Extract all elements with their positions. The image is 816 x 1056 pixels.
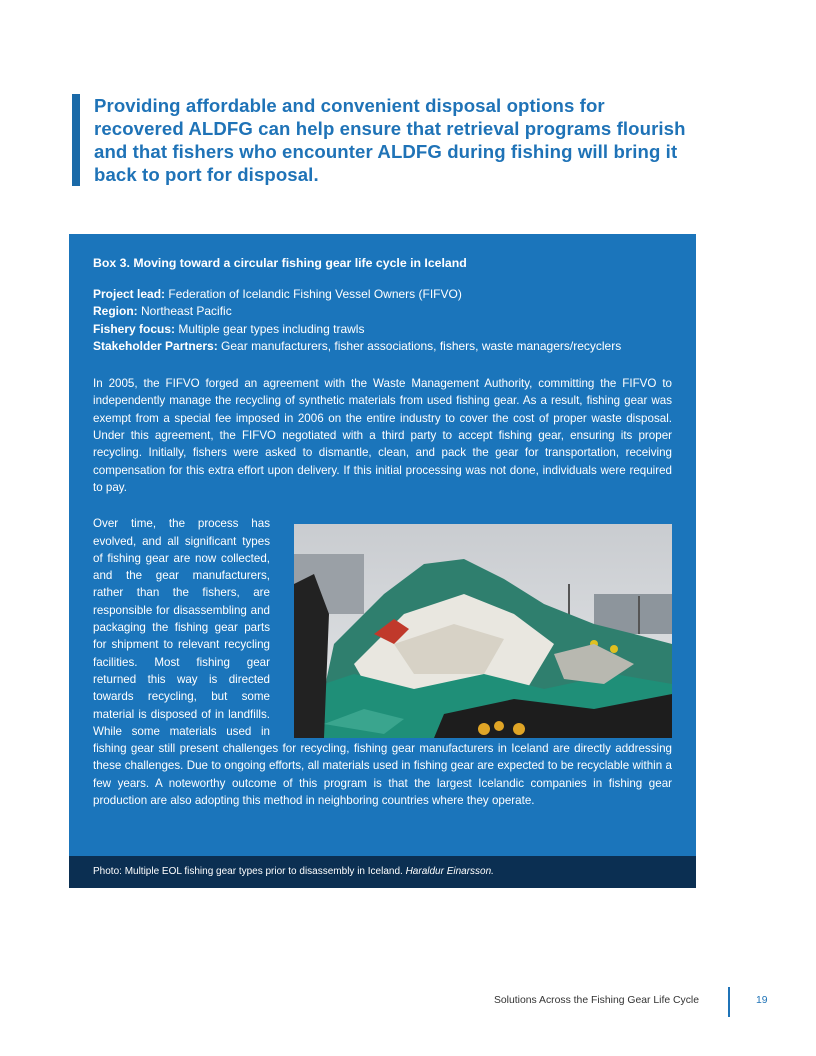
- footer-section-title: Solutions Across the Fishing Gear Life Cycle: [493, 995, 699, 1006]
- meta-row-region: [93, 303, 672, 320]
- page-number: 19: [756, 995, 768, 1006]
- meta-label: Stakeholder Partners:: [93, 338, 218, 353]
- caption-credit: Haraldur Einarsson.: [405, 866, 494, 877]
- case-study-box: [69, 234, 696, 856]
- meta-row-fishery-focus: [93, 321, 672, 338]
- project-metadata: [93, 286, 672, 355]
- meta-label: Fishery focus:: [93, 321, 176, 336]
- body-paragraph-2: Over time, the process has evolved, and all significant types of fishing gear are now collected, and the gear manufacturers, rather than the fishers, are responsible for disassembling and packaging the fishing gear parts for shipment to relevant recycling facilities. Most fishing gear returned this way is directed towards recycling, but some material is disposed of in landfills. While some materials used in fishing gear still present challenges for recycling, fishing gear manufacturers in Iceland are directly addressing these challenges. Due to ongoing efforts, all materials used in fishing gear are expected to be recyclable within a few years. A noteworthy outcome of this program is that the largest Icelandic companies in fishing gear production are also adopting this method in neighboring countries where they operate.: [93, 517, 672, 808]
- caption-text: Photo: Multiple EOL fishing gear types prior to disassembly in Iceland.: [93, 866, 406, 877]
- meta-row-stakeholders: [93, 338, 672, 355]
- photo-caption: [69, 856, 696, 888]
- meta-label: Region:: [93, 304, 138, 319]
- meta-value: Northeast Pacific: [137, 304, 232, 319]
- footer-divider: [728, 987, 730, 1017]
- pull-quote: [72, 94, 696, 186]
- meta-value: Multiple gear types including trawls: [175, 321, 365, 336]
- box-title: Box 3. Moving toward a circular fishing gear life cycle in Iceland: [93, 256, 467, 270]
- meta-label: Project lead:: [93, 287, 166, 301]
- meta-row-project-lead: [93, 286, 672, 303]
- meta-value: Gear manufacturers, fisher associations, fishers, waste managers/recyclers: [217, 338, 622, 353]
- pull-quote-text: Providing affordable and convenient disposal options for recovered ALDFG can help ensure that retrieval programs flourish and that fishers who encounter ALDFG during fishing will bring it back to port for disposal.: [94, 95, 686, 185]
- body-paragraph-1: In 2005, the FIFVO forged an agreement with the Waste Management Authority, committing the FIFVO to independently manage the recycling of synthetic materials from used fishing gear. As a result, fishing gear was exempt from a special fee imposed in 2006 on the entire industry to cover the cost of proper waste disposal. Under this agreement, the FIFVO negotiated with a third party to accept fishing gear, ensuring its proper recycling. Initially, fishers were asked to dismantle, clean, and pack the gear for transportation, receiving compensation for this extra effort upon delivery. If this initial processing was not done, individuals were required to pay.: [93, 377, 672, 494]
- photo-fishing-gear-pile: [294, 524, 672, 738]
- meta-value: Federation of Icelandic Fishing Vessel Owners (FIFVO): [165, 287, 462, 301]
